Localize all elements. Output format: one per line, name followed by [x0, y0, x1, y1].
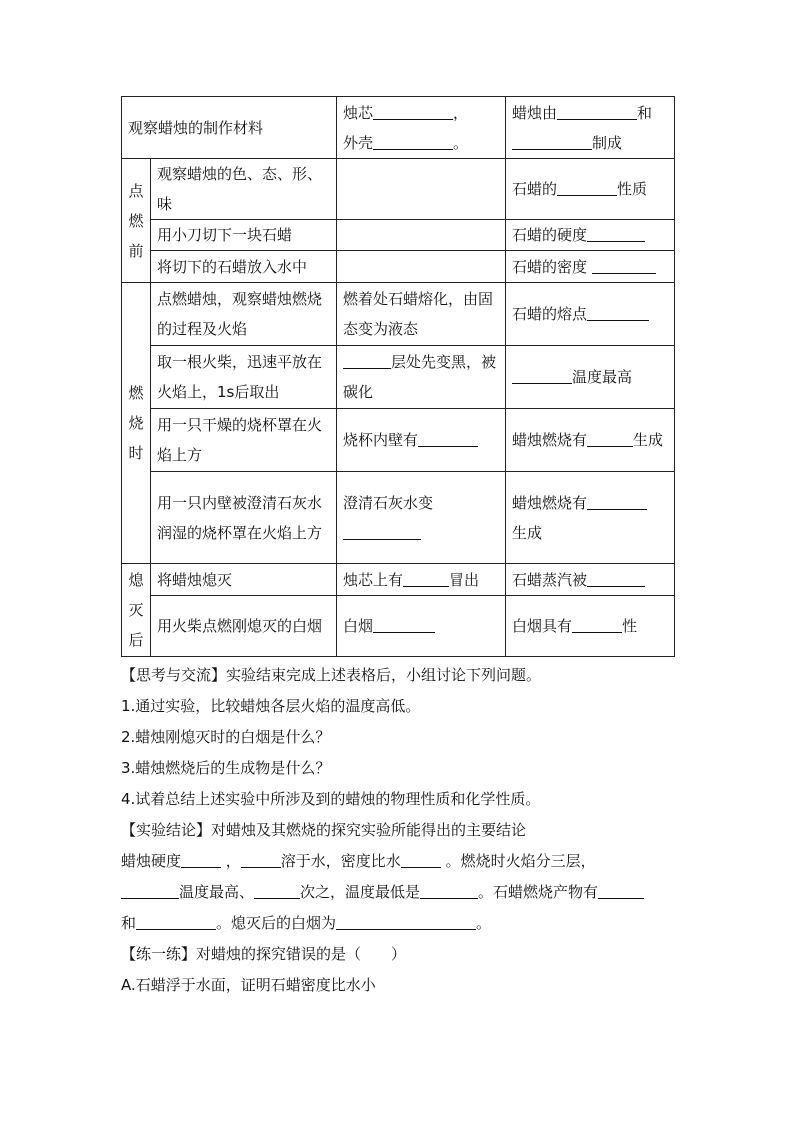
- blank[interactable]: [557, 180, 617, 196]
- blank[interactable]: [401, 852, 441, 868]
- observation-cell: 层处先变黑，被碳化: [337, 346, 506, 409]
- practice-option-a: A.石蜡浮于水面，证明石蜡密度比水小: [121, 976, 376, 994]
- conclusion-cell: 石蜡的熔点: [506, 283, 675, 346]
- table-row-burning-4: [122, 472, 675, 564]
- observation-cell: 白烟: [337, 596, 506, 657]
- table-row-after-2: [122, 596, 675, 657]
- blank[interactable]: [373, 104, 453, 120]
- blank[interactable]: [598, 883, 644, 899]
- observation-cell[interactable]: [337, 159, 506, 220]
- conclusion-cell: 石蜡的硬度: [506, 220, 675, 251]
- conclusion-line-3: 和 。熄灭后的白烟为 。: [121, 914, 492, 932]
- materials-label: 观察蜡烛的制作材料: [122, 97, 337, 159]
- materials-conclusion: 蜡烛由 和 制成: [506, 97, 675, 159]
- blank[interactable]: [557, 104, 637, 120]
- blank[interactable]: [572, 617, 622, 633]
- conclusion-cell: 石蜡的 性质: [506, 159, 675, 220]
- table-row-after-1: [122, 564, 675, 596]
- blank[interactable]: [512, 134, 592, 150]
- step-cell: 取一根火柴，迅速平放在火焰上，1s后取出: [151, 346, 337, 409]
- blank[interactable]: [373, 134, 453, 150]
- step-cell: 将切下的石蜡放入水中: [151, 251, 337, 283]
- conclusion-cell: 蜡烛燃烧有 生成: [506, 472, 675, 564]
- table-row-materials: [122, 97, 675, 159]
- practice-line: 【练一练】对蜡烛的探究错误的是（ ）: [121, 945, 407, 963]
- step-cell: 用一只内壁被澄清石灰水润湿的烧杯罩在火焰上方: [151, 472, 337, 564]
- stage-before: 点 燃 前: [122, 159, 151, 283]
- blank[interactable]: [136, 914, 216, 930]
- observation-cell: 燃着处石蜡熔化，由固态变为液态: [337, 283, 506, 346]
- observation-cell: 烛芯上有 冒出: [337, 564, 506, 596]
- conclusion-cell: 蜡烛燃烧有 生成: [506, 409, 675, 472]
- question-3: 3.蜡烛燃烧后的生成物是什么？: [121, 759, 331, 777]
- blank[interactable]: [403, 571, 449, 587]
- table-row-burning-3: [122, 409, 675, 472]
- experiment-table: [121, 96, 675, 657]
- experiment-sheet: [121, 96, 675, 657]
- blank[interactable]: [181, 852, 221, 868]
- observation-cell[interactable]: [337, 220, 506, 251]
- observation-cell: 烧杯内壁有: [337, 409, 506, 472]
- stage-burning: 燃 烧 时: [122, 283, 151, 564]
- blank[interactable]: [343, 524, 421, 540]
- step-cell: 观察蜡烛的色、态、形、味: [151, 159, 337, 220]
- table-row-before-2: [122, 220, 675, 251]
- step-cell: 用一只干燥的烧杯罩在火焰上方: [151, 409, 337, 472]
- blank[interactable]: [343, 353, 391, 369]
- question-4: 4.试着总结上述实验中所涉及到的蜡烛的物理性质和化学性质。: [121, 790, 541, 808]
- observation-cell[interactable]: [337, 251, 506, 283]
- blank[interactable]: [587, 494, 647, 510]
- discussion-heading-line: 【思考与交流】实验结束完成上述表格后，小组讨论下列问题。: [121, 666, 542, 684]
- blank[interactable]: [420, 883, 478, 899]
- blank[interactable]: [418, 431, 478, 447]
- step-cell: 用火柴点燃刚熄灭的白烟: [151, 596, 337, 657]
- blank[interactable]: [592, 258, 656, 274]
- blank[interactable]: [512, 368, 572, 384]
- conclusion-heading-line: 【实验结论】对蜡烛及其燃烧的探究实验所能得出的主要结论: [121, 821, 527, 839]
- conclusion-cell: 石蜡的密度: [506, 251, 675, 283]
- conclusion-cell: 温度最高: [506, 346, 675, 409]
- conclusion-line-1: 蜡烛硬度 ， 溶于水，密度比水 。燃烧时火焰分三层，: [121, 852, 596, 870]
- observation-cell: 澄清石灰水变: [337, 472, 506, 564]
- blank[interactable]: [241, 852, 281, 868]
- blank[interactable]: [121, 883, 179, 899]
- step-cell: 将蜡烛熄灭: [151, 564, 337, 596]
- conclusion-cell: 白烟具有 性: [506, 596, 675, 657]
- step-cell: 点燃蜡烛，观察蜡烛燃烧的过程及火焰: [151, 283, 337, 346]
- blank[interactable]: [373, 617, 435, 633]
- blank[interactable]: [587, 305, 649, 321]
- conclusion-line-2: 温度最高、 次之，温度最低是 。石蜡燃烧产物有: [121, 877, 681, 908]
- question-1: 1.通过实验，比较蜡烛各层火焰的温度高低。: [121, 697, 421, 715]
- table-row-burning-2: [122, 346, 675, 409]
- blank[interactable]: [587, 571, 645, 587]
- blank[interactable]: [587, 431, 633, 447]
- conclusion-cell: 石蜡蒸汽被: [506, 564, 675, 596]
- table-row-before-1: [122, 159, 675, 220]
- step-cell: 用小刀切下一块石蜡: [151, 220, 337, 251]
- stage-after: 熄 灭 后: [122, 564, 151, 657]
- question-2: 2.蜡烛刚熄灭时的白烟是什么？: [121, 728, 331, 746]
- discussion-section: [121, 660, 681, 1001]
- blank[interactable]: [254, 883, 300, 899]
- table-row-burning-1: [122, 283, 675, 346]
- blank[interactable]: [587, 226, 645, 242]
- materials-observation: 烛芯 ， 外壳 。: [337, 97, 506, 159]
- table-row-before-3: [122, 251, 675, 283]
- blank[interactable]: [336, 914, 476, 930]
